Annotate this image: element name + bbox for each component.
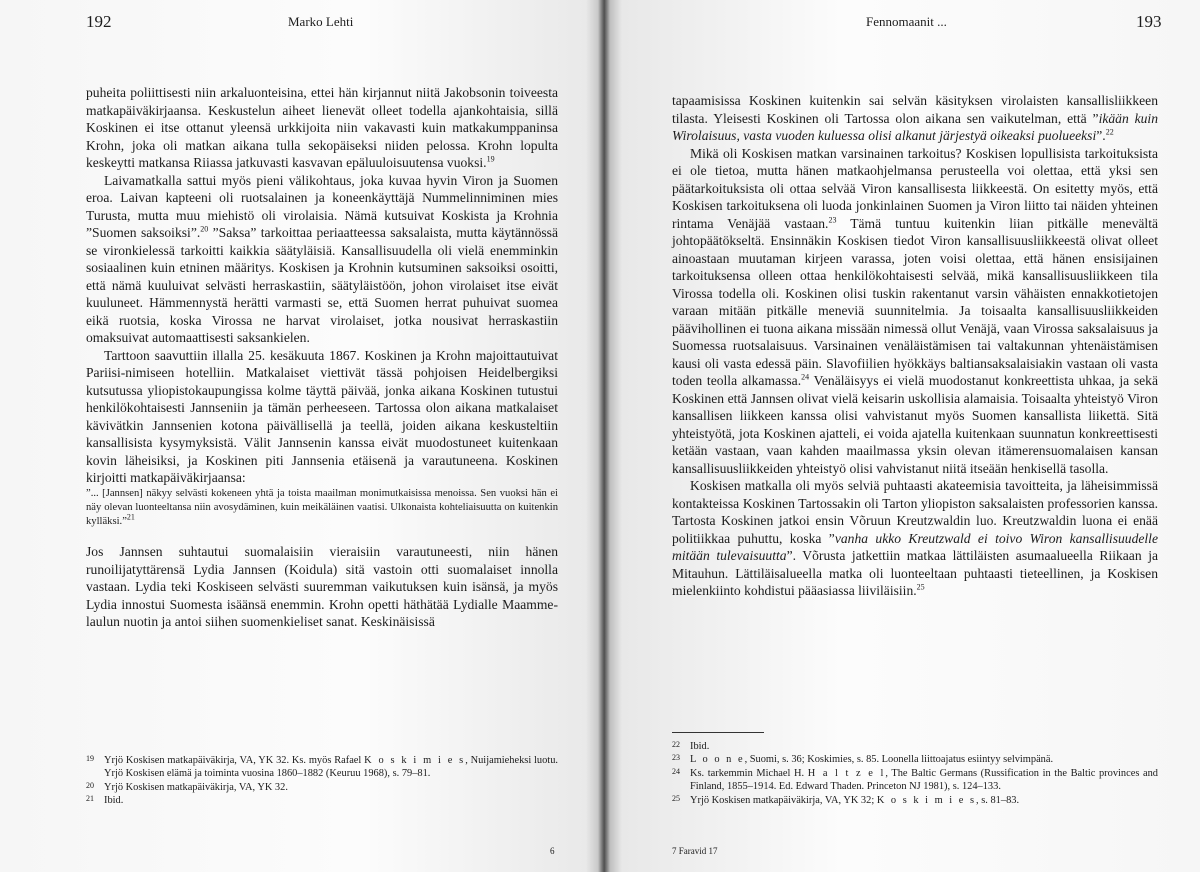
block-quote: ”... [Jannsen] näkyy selvästi kokeneen yhtä ja toista maailman monimutkaisissa menoissa. Sen vuoksi hän ei näy olevan luonteeltansa niin avosydäminen, kuin meikäläinen vaatisi. Ulkonaista kohteliaisuutta on kuitenkin kylläksi.”$^{21}$ [86, 487, 558, 527]
footnote: 24 Ks. tarkemmin Michael H. H a l t z e l, The Baltic Germans (Russification in the Baltic provinces and Finland, 1855–1914. Ed. Edward Thaden. Princeton NJ 1981), s. 124–133. [672, 766, 1158, 793]
left-page-mark: 6 [550, 846, 555, 856]
paragraph: Koskisen matkalla oli myös selviä puhtaasti akateemisia tavoitteita, ja läheisimmissä kontakteissa Koskinen Tartossakin oli Tarton yliopiston saksalaisten professorien kanssa. Tartosta Koskinen jatkoi ensin Võruun Kreutzwaldin luo. Kreutzwaldin luona ei enää politiikkaa puhuttu, koska ”vanha ukko Kreutzwald ei toivo Wiron kansallisuudelle mitään tulevaisuutta”. Võrusta jatkettiin matkaa lättiläisten asumaalueella Riikaan ja Mitauhun. Lättiläisalueella matka oli luonteeltaan puhtaasti tieteellinen, ja Koskisen mielenkiinto kohdistui pääasiassa liiviläisiin.$^{25}$ [672, 478, 1158, 598]
footnote: 25 Yrjö Koskisen matkapäiväkirja, VA, YK 32; K o s k i m i e s, s. 81–83. [672, 793, 1020, 806]
right-page [604, 0, 1200, 872]
paragraph: Tarttoon saavuttiin illalla 25. kesäkuuta 1867. Koskinen ja Krohn majoittautuivat Pariisi-nimiseen hotelliin. Matkalaiset viettivät tässä pohjoisen Heidelbergiksi kutsutussa yliopistokaupungissa kolme täyttä päivää, jonka aikana Koskinen tutustui henkilökohtaisesti Jannseniin ja tämän perheeseen. Tartossa olon aikana matkalaiset kävivätkin Jannsenien kotona päivällisellä ja teellä, joiden aikana keskusteltiin kansallisista kysymyksistä. Välit Jannsenin kanssa eivät muodostuneet kuitenkaan kovin läheisiksi, ja Koskinen piti Jannsenia etäisenä ja varautuneena. Koskinen kirjoitti matkapäiväkirjaansa: [86, 347, 558, 485]
right-page-number: 193 [1136, 12, 1162, 31]
right-footnotes [672, 740, 1158, 807]
footnote: 22 Ibid. [672, 740, 710, 752]
right-body-text [672, 92, 1158, 600]
paragraph: Mikä oli Koskisen matkan varsinainen tarkoitus? Koskisen lopullisista tarkoituksista ei ole tietoa, mutta hänen matkaohjelmansa perusteella voi olettaa, että yksi sen päätarkoituksista oli ottaa selvää Viron kansallisesta liikkeestä. On esitetty myös, että Koskisen tarkoituksena oli luoda jonkinlainen Suomen ja Viron liitto tai näiden yhteinen rintama Venäjää vastaan.$^{23}$ Tämä tuntuu kuitenkin liian pitkälle menevältä johtopäätökseltä. Ensinnäkin Koskisen tiedot Viron kansallisuusliikkeestä olivat olleet ainoastaan muutaman kirjeen varassa, joten voisi olettaa, että hänen ensisijainen tarkoituksensa olleen ottaa henkilökohtaisesti selvää, mikä kansallisuusliikkeen tila Virossa todella oli. Koskinen olisi tuskin rakentanut varsin vähäisten ennakkotietojen varaan mitään pitkälle meneviä suunnitelmia. Ja toisaalta kansallisuusliikkeiden päävihollinen ei tuona aikana missään nimessä ollut Venäjä, vaan Virossa saksalaisuus ja Suomessa ruotsalaisuus. Varsinainen venäläistämisen tai valtakunnan yhtenäistämisen kausi oli vasta edessä päin. Slavofiilien hyökkäys baltiansaksalaisiakin vastaan oli vasta toden teolla alkamassa.$^{24}$ Venäläisyys ei vielä muodostanut konkreettista uhkaa, ja sekä Koskinen että Jannsen olivat vielä keisarin uskollisia alamaisia. Toisaalta yhteistyö Viron kansallisen liikkeen kanssa olisi vahvistanut myös Suomen kansallista liikettä. Sitä yhteistyötä, jota Koskinen ajatteli, ei voida ajatella kuitenkaan suunnatun konkreettisesti ketään vastaan, vaan kahden maailmassa yksin olevan itämerensuomalaisen kansan kansallisuusliikkeiden yhteistyö olisi vahvistanut niitä itseään henkisellä tasolla. [672, 145, 1159, 476]
footnote: 20 Yrjö Koskisen matkapäiväkirja, VA, YK 32. [86, 780, 288, 793]
footnote-rule [672, 732, 764, 733]
signature-mark: 7 Faravid 17 [672, 846, 718, 856]
left-page-number: 192 [86, 12, 112, 31]
footnote: 19 Yrjö Koskisen matkapäiväkirja, VA, YK 32. Ks. myös Rafael K o s k i m i e s, Nuijamieheksi luotu. Yrjö Koskisen elämä ja toiminta vuosina 1860–1882 (Keuruu 1968), s. 79–81. [86, 754, 558, 780]
paragraph: Jos Jannsen suhtautui suomalaisiin vieraisiin varautuneesti, niin hänen runoilijatyttärensä Lydia Jannsen (Koidula) sitä vastoin otti suomalaiset innolla vastaan. Lydia teki Koskiseen selvästi suuremman vaikutuksen kuin isänsä, ja myös Lydia innostui Suomesta isäänsä enemmin. Krohn opetti häthätää Lydialle Maamme-laulun nuotin ja antoi siihen suomenkieliset sanat. Keskinäisissä [86, 544, 558, 630]
book-gutter [598, 0, 610, 872]
footnote: 23 L o o n e, Suomi, s. 36; Koskimies, s. 85. Loonella liittoajatus esiintyy selvimpänä. [672, 753, 1054, 766]
left-footnotes [86, 754, 558, 808]
paragraph: tapaamisissa Koskinen kuitenkin sai selvän käsityksen virolaisten kansallisliikkeen tilasta. Yleisesti Koskinen oli Tartossa olon aikana sen vaikutelman, että ”ikään kuin Wirolaisuus, vasta vuoden kuluessa olisi alkanut järjestyä oikeaksi puolueeksi”.$^{22}$ [672, 93, 1158, 143]
footnote: 21 Ibid. [86, 794, 124, 807]
left-running-head: Marko Lehti [288, 14, 354, 29]
paragraph: Laivamatkalla sattui myös pieni välikohtaus, joka kuvaa hyvin Viron ja Suomen eroa. Laivan kapteeni oli ruotsalainen ja koneenkäyttäjä Nummelinniminen mies Turusta, mutta muu miehistö oli virolaisia. Nämä kutsuivat Koskista ja Krohnia ”Suomen saksoiksi”.$^{20}$ ”Saksa” tarkoittaa periaatteessa saksalaista, mutta käytännössä se vironkielessä tarkoitti kaikkia säätyläisiä. Kansallisuudella oli vielä enemminkin sosiaalinen kuin etninen määritys. Koskisen ja Krohnin kutsuminen saksoiksi osoitti, että nämä kuuluivat selvästi herraskastiin, säätyläistöön, johon virolaiset itse eivät kuuluneet. Hämmennystä herätti varmasti se, että Suomen herrat puhuivat suomea eikä ruotsia, koska Virossa ne harvat virolaiset, jotka nousivat herraskastiin omaksuivat automaattisesti saksankielen. [86, 172, 558, 345]
paragraph: puheita poliittisesti niin arkaluonteisina, ettei hän kirjannut niitä Jakobsonin toiveesta matkapäiväkirjaansa. Keskustelun aiheet lienevät olleet todella ajankohtaisia, sillä Koskinen ei itse ottanut yleensä urkkijoita niin vakavasti kuin matkakumppaninsa Krohn, joka oli matkan aikana tulla sekopäiseksi niiden pelossa. Krohn lopulta keskeytti matkansa Riiassa jatkuvasti kasvavan epäluuloisuutensa vuoksi.$^{19}$ [86, 85, 558, 170]
right-running-head: Fennomaanit ... [866, 14, 947, 29]
left-body-text [86, 84, 558, 631]
